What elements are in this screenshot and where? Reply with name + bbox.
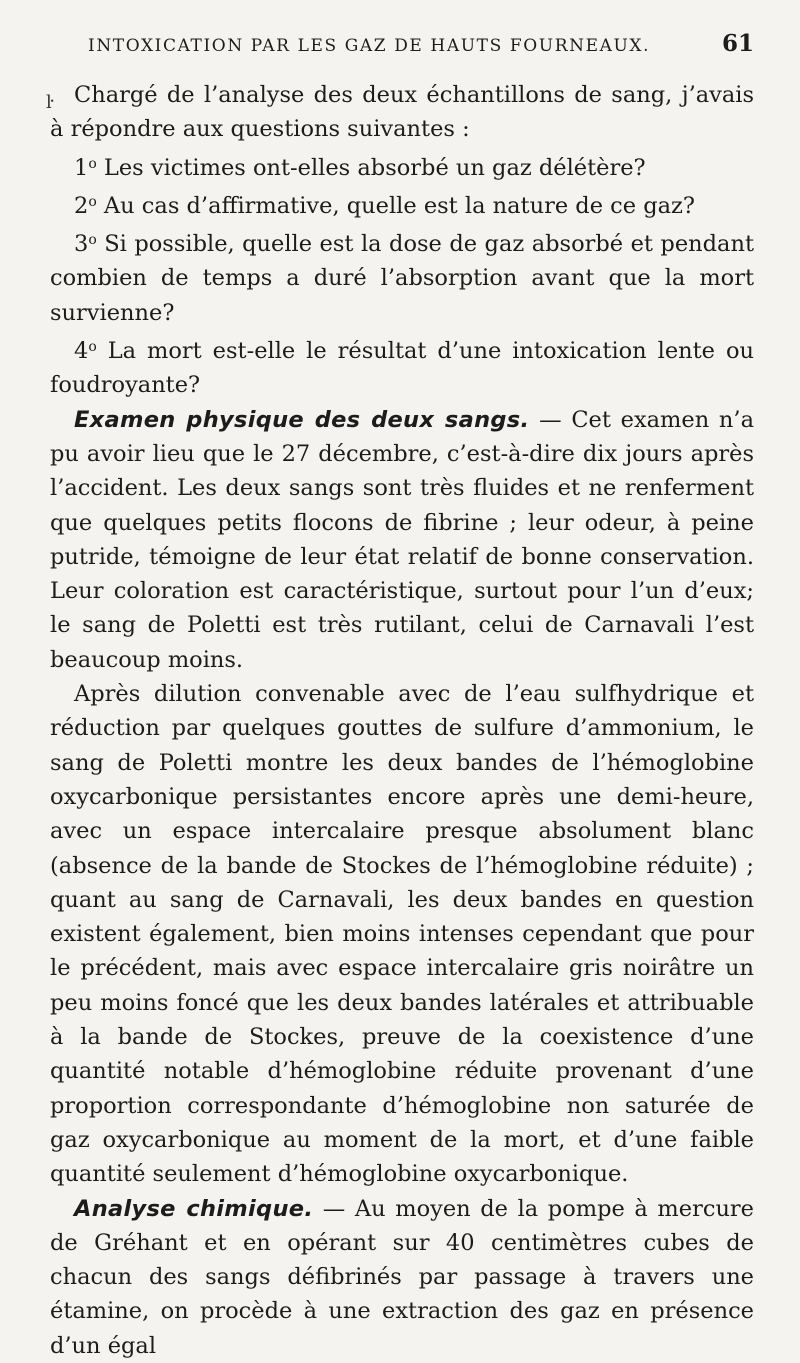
question-2-number: 2 — [74, 192, 89, 219]
question-3-text: Si possible, quelle est la dose de gaz absorbé et pendant combien de temps a duré l’absorption avant que la mort survienne? — [50, 231, 754, 326]
question-2-ordinal: o — [88, 193, 97, 210]
question-4-text: La mort est-elle le résultat d’une intoxication lente ou foudroyante? — [50, 338, 754, 399]
physical-exam-paragraph — [50, 403, 754, 677]
question-4-ordinal: o — [88, 339, 97, 356]
chemical-analysis-heading: Analyse chimique. — [74, 1195, 314, 1222]
physical-exam-heading: Examen physique des deux sangs. — [74, 406, 530, 433]
question-1-text: Les victimes ont-elles absorbé un gaz délétère? — [96, 154, 646, 181]
question-1-ordinal: o — [88, 155, 97, 172]
body-text — [50, 78, 754, 1363]
dilution-paragraph: Après dilution convenable avec de l’eau sulfhydrique et réduction par quelques gouttes de sulfure d’ammonium, le sang de Poletti montre les deux bandes de l’hémoglobine oxycarbonique persistantes encore après une demi-heure, avec un espace intercalaire presque absolument blanc (absence de la bande de Stockes de l’hémoglobine réduite) ; quant au sang de Carnavali, les deux bandes en question existent également, bien moins intenses cependant que pour le précédent, mais avec espace intercalaire gris noirâtre un peu moins foncé que les deux bandes latérales et attribuable à la bande de Stockes, preuve de la coexistence d’une quantité notable d’hémoglobine réduite provenant d’une proportion correspondante d’hémoglobine non saturée de gaz oxycarbonique au moment de la mort, et d’une faible quantité seulement d’hémoglobine oxycarbonique. — [50, 681, 754, 1188]
chemical-analysis-text: — Au moyen de la pompe à mercure de Gréhant et en opérant sur 40 centimètres cubes de chacun des sangs défibrinés par passage à travers une étamine, on procède à une extraction des gaz en présence d’un égal — [50, 1195, 754, 1359]
question-3-number: 3 — [74, 231, 89, 258]
running-head — [88, 30, 754, 64]
running-title: INTOXICATION PAR LES GAZ DE HAUTS FOURNEAUX. — [88, 36, 651, 56]
question-4 — [50, 330, 754, 403]
question-4-number: 4 — [74, 338, 89, 365]
intro-paragraph: Chargé de l’analyse des deux échantillons de sang, j’avais à répondre aux questions suivantes : — [50, 82, 754, 143]
question-1 — [50, 147, 754, 185]
page-number: 61 — [721, 30, 754, 57]
question-1-number: 1 — [74, 154, 89, 181]
physical-exam-text: — Cet examen n’a pu avoir lieu que le 27 décembre, c’est-à-dire dix jours après l’accident. Les deux sangs sont très fluides et ne renferment que quelques petits flocons de fibrine ; leur odeur, à peine putride, témoigne de leur état relatif de bonne conservation. Leur coloration est caractéristique, surtout pour l’un d’eux; le sang de Poletti est très rutilant, celui de Carnavali l’est beaucoup moins. — [50, 406, 754, 673]
question-3-ordinal: o — [88, 232, 97, 249]
question-2 — [50, 185, 754, 223]
chemical-analysis-paragraph — [50, 1192, 754, 1363]
margin-marker: ŀ — [46, 92, 52, 113]
question-2-text: Au cas d’affirmative, quelle est la nature de ce gaz? — [96, 192, 695, 219]
question-3 — [50, 223, 754, 330]
